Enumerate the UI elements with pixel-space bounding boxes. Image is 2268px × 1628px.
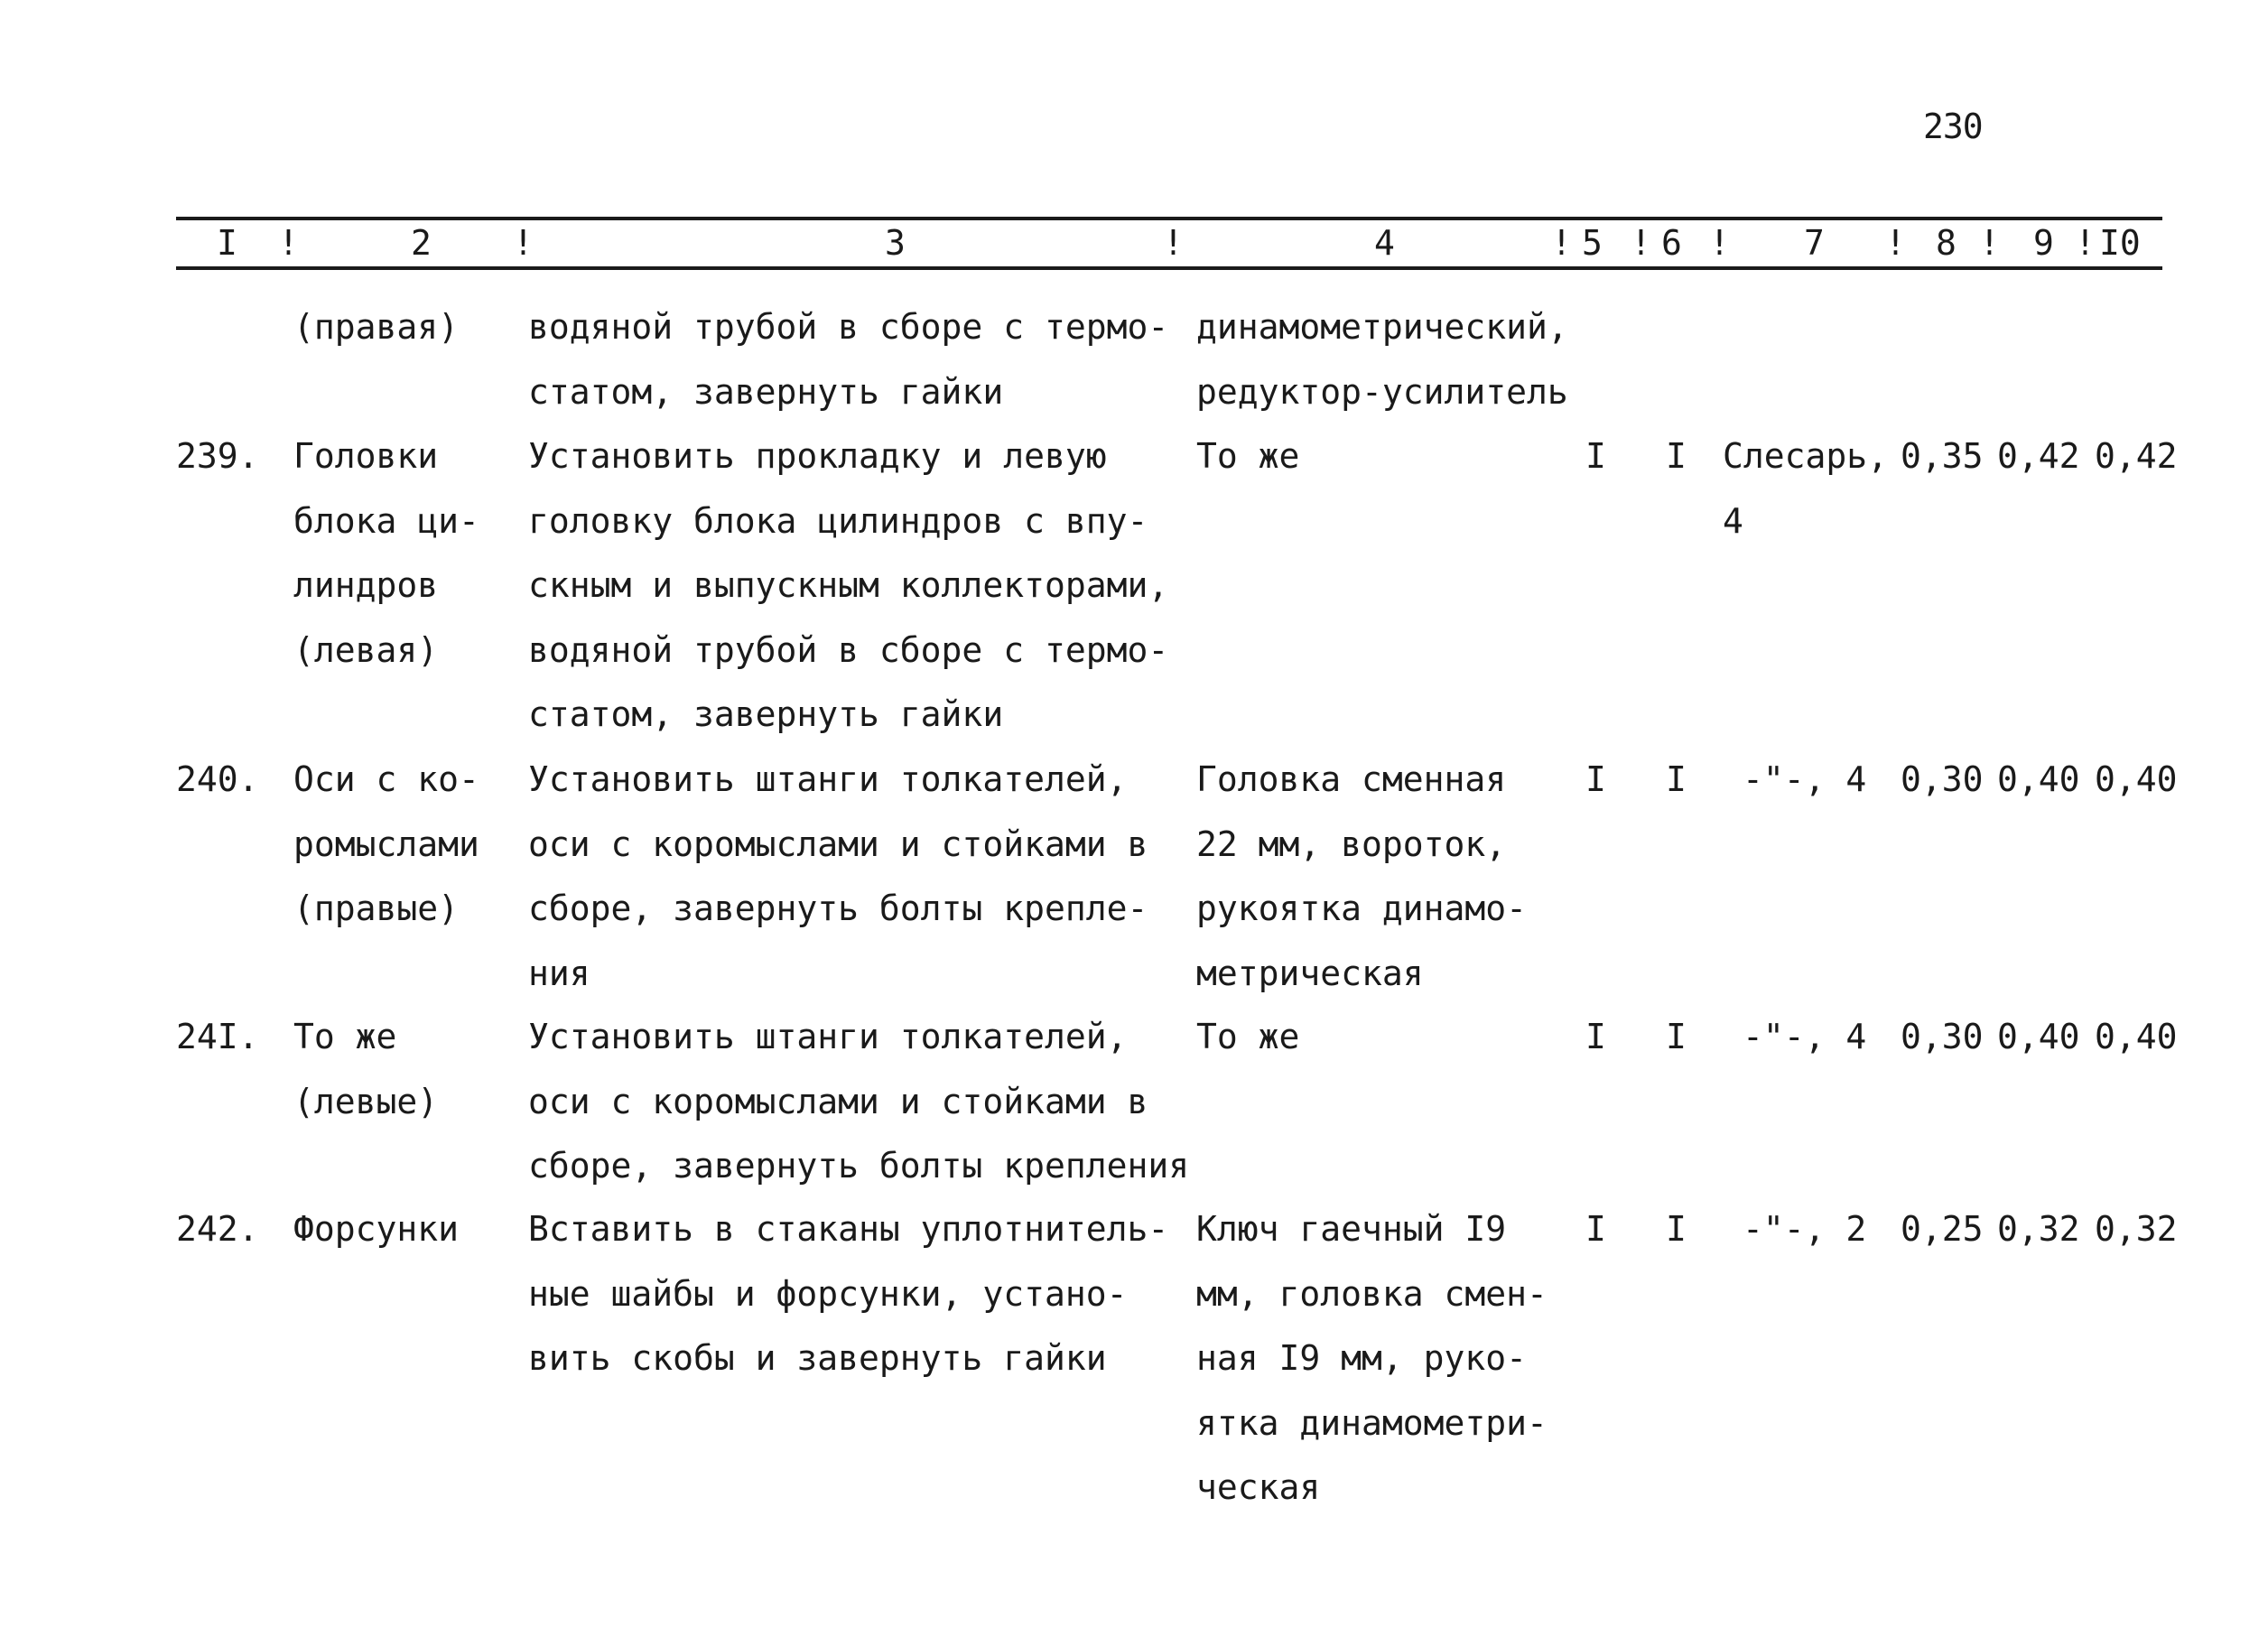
row-col-10: 0,42 bbox=[2095, 436, 2178, 476]
row-col-5: I bbox=[1585, 1017, 1606, 1056]
row-operation: Установить штанги толкателей, оси с коромыслами и стойками в сборе, завернуть болты крепления bbox=[528, 1017, 1190, 1186]
header-separator: ! bbox=[1979, 223, 2000, 263]
header-separator: ! bbox=[1163, 223, 1184, 263]
row-col-6: I bbox=[1666, 1209, 1687, 1249]
header-col-7: 7 bbox=[1804, 223, 1825, 263]
row-operation: Установить штанги толкателей, оси с коромыслами и стойками в сборе, завернуть болты крепле- ния bbox=[528, 759, 1148, 993]
row-col-9: 0,40 bbox=[1997, 759, 2080, 799]
header-col-8: 8 bbox=[1936, 223, 1957, 263]
header-separator: ! bbox=[278, 223, 299, 263]
row-col-9: 0,42 bbox=[1997, 436, 2080, 476]
header-rule-bottom bbox=[176, 266, 2162, 270]
row-col-6: I bbox=[1666, 1017, 1687, 1056]
header-col-10: I0 bbox=[2099, 223, 2141, 263]
row-col-9: 0,32 bbox=[1997, 1209, 2080, 1249]
row-col-10: 0,40 bbox=[2095, 1017, 2178, 1056]
row-part: То же (левые) bbox=[293, 1017, 439, 1121]
header-rule-top bbox=[176, 217, 2162, 220]
header-col-6: 6 bbox=[1661, 223, 1682, 263]
header-separator: ! bbox=[513, 223, 534, 263]
row-col-7: -"-, 2 bbox=[1743, 1209, 1867, 1249]
header-separator: ! bbox=[1551, 223, 1572, 263]
header-col-4: 4 bbox=[1374, 223, 1395, 263]
header-separator: ! bbox=[2075, 223, 2096, 263]
header-col-3: 3 bbox=[885, 223, 906, 263]
row-operation: Вставить в стаканы уплотнитель- ные шайбы и форсунки, устано- вить скобы и завернуть гайки bbox=[528, 1209, 1169, 1378]
row-col-9: 0,40 bbox=[1997, 1017, 2080, 1056]
row-col-8: 0,30 bbox=[1901, 759, 1984, 799]
header-col-2: 2 bbox=[411, 223, 432, 263]
row-col-7: -"-, 4 bbox=[1743, 1017, 1867, 1056]
page-number: 230 bbox=[1923, 107, 1983, 146]
row-col-8: 0,25 bbox=[1901, 1209, 1984, 1249]
row-operation: Установить прокладку и левую головку блока цилиндров с впу- скным и выпускным коллекторами, водяной трубой в сборе с термо- статом, завернуть гайки bbox=[528, 436, 1169, 734]
row-col-5: I bbox=[1585, 436, 1606, 476]
row-tool: Головка сменная 22 мм, вороток, рукоятка динамо- метрическая bbox=[1196, 759, 1528, 993]
row-col-7: -"-, 4 bbox=[1743, 759, 1867, 799]
row-col-10: 0,32 bbox=[2095, 1209, 2178, 1249]
header-col-1: I bbox=[217, 223, 237, 263]
row-col-5: I bbox=[1585, 759, 1606, 799]
row-part: Форсунки bbox=[293, 1209, 460, 1249]
row-col-6: I bbox=[1666, 759, 1687, 799]
header-col-9: 9 bbox=[2033, 223, 2054, 263]
row-number: 239. bbox=[176, 436, 259, 476]
row-number: 24I. bbox=[176, 1017, 259, 1056]
row-tool: Ключ гаечный I9 мм, головка смен- ная I9 мм, руко- ятка динамометри- ческая bbox=[1196, 1209, 1548, 1507]
header-separator: ! bbox=[1631, 223, 1651, 263]
row-tool: динамометрический, редуктор-усилитель bbox=[1196, 307, 1568, 412]
row-operation: водяной трубой в сборе с термо- статом, завернуть гайки bbox=[528, 307, 1169, 412]
row-part: Головки блока ци- линдров (левая) bbox=[293, 436, 479, 670]
header-separator: ! bbox=[1885, 223, 1906, 263]
row-tool: То же bbox=[1196, 1017, 1300, 1056]
row-part: Оси с ко- ромыслами (правые) bbox=[293, 759, 479, 928]
row-part: (правая) bbox=[293, 307, 460, 347]
row-number: 242. bbox=[176, 1209, 259, 1249]
header-separator: ! bbox=[1709, 223, 1730, 263]
row-number: 240. bbox=[176, 759, 259, 799]
row-col-10: 0,40 bbox=[2095, 759, 2178, 799]
row-col-5: I bbox=[1585, 1209, 1606, 1249]
row-tool: То же bbox=[1196, 436, 1300, 476]
row-col-8: 0,30 bbox=[1901, 1017, 1984, 1056]
header-col-5: 5 bbox=[1582, 223, 1603, 263]
row-col-6: I bbox=[1666, 436, 1687, 476]
row-col-8: 0,35 bbox=[1901, 436, 1984, 476]
row-col-7: Слесарь, 4 bbox=[1723, 436, 1889, 541]
